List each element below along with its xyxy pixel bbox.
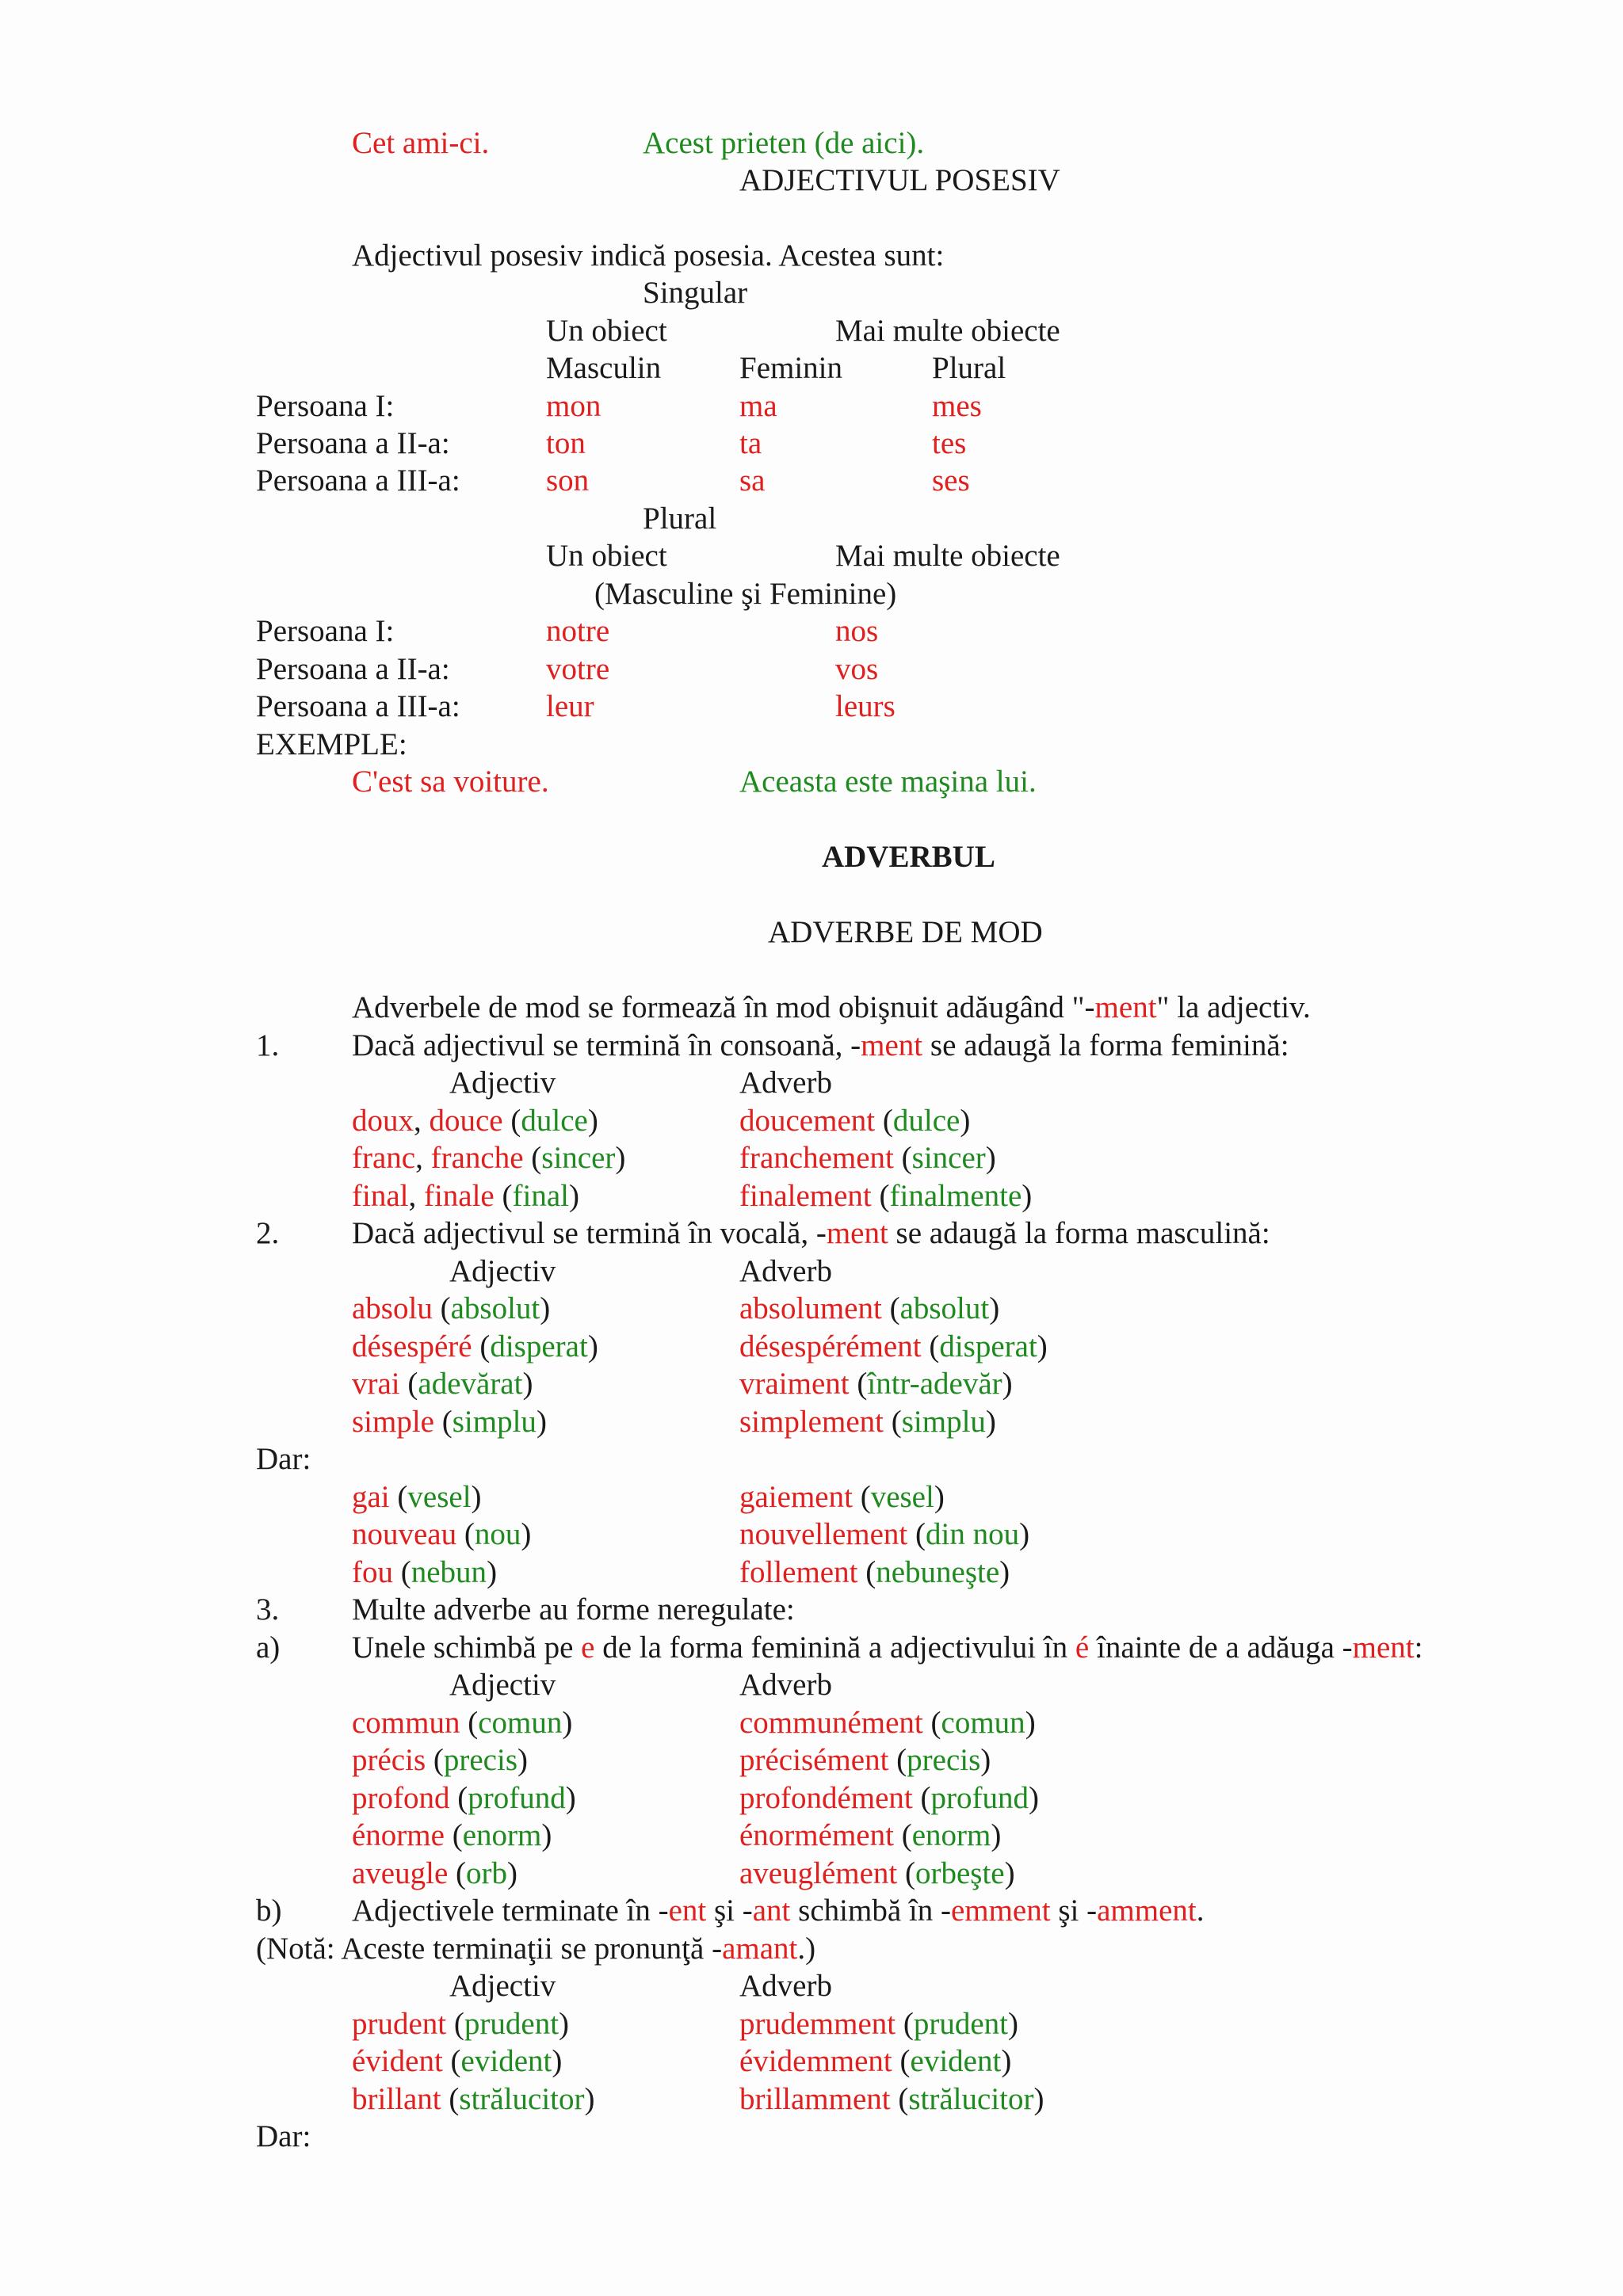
adjective-entry: évident (evident) — [352, 2044, 563, 2078]
section-heading-posesiv: ADJECTIVUL POSESIV — [739, 163, 1060, 197]
person-3-label: Persoana a III-a: — [256, 689, 460, 723]
adverb-entry: énormément (enorm) — [739, 1818, 1002, 1852]
adverb-entry: gaiement (vesel) — [739, 1480, 945, 1514]
rule-3-text: Multe adverbe au forme neregulate: — [352, 1592, 795, 1627]
cell: sa — [739, 463, 766, 498]
person-2-label: Persoana a II-a: — [256, 426, 450, 460]
col-adjectiv: Adjectiv — [449, 1969, 556, 2003]
person-3-label: Persoana a III-a: — [256, 463, 460, 498]
adjective-entry: simple (simplu) — [352, 1405, 547, 1439]
example-romanian: Acest prieten (de aici). — [643, 126, 925, 160]
posesiv-intro: Adjectivul posesiv indică posesia. Acestea sunt: — [352, 238, 945, 273]
col-masculin: Masculin — [546, 351, 662, 385]
cell: nos — [835, 614, 879, 648]
adjective-entry: profond (profund) — [352, 1781, 576, 1815]
cell: votre — [546, 652, 610, 686]
adverb-entry: finalement (finalmente) — [739, 1179, 1033, 1213]
col-plural: Plural — [932, 351, 1006, 385]
rule-letter: a) — [256, 1630, 281, 1665]
cell: ta — [739, 426, 762, 460]
cell: ton — [546, 426, 586, 460]
adverb-entry: profondément (profund) — [739, 1781, 1039, 1815]
col-adjectiv: Adjectiv — [449, 1668, 556, 1702]
cell: mon — [546, 389, 601, 423]
adverb-entry: follement (nebuneşte) — [739, 1555, 1010, 1589]
adverb-entry: simplement (simplu) — [739, 1405, 996, 1439]
person-2-label: Persoana a II-a: — [256, 652, 450, 686]
col-adverb: Adverb — [739, 1254, 832, 1288]
col-adverb: Adverb — [739, 1969, 832, 2003]
rule-letter: b) — [256, 1894, 282, 1928]
rule-2-text: Dacă adjectivul se termină în vocală, -ment se adaugă la forma masculină: — [352, 1216, 1270, 1250]
note-text: (Notă: Aceste terminaţii se pronunţă -amant.) — [256, 1932, 816, 1966]
adjective-entry: final, finale (final) — [352, 1179, 579, 1213]
adverb-entry: aveuglément (orbeşte) — [739, 1856, 1015, 1890]
adverb-entry: brillamment (strălucitor) — [739, 2082, 1044, 2116]
example-romanian: Aceasta este maşina lui. — [739, 765, 1037, 799]
adverb-entry: précisément (precis) — [739, 1743, 991, 1777]
adjective-entry: vrai (adevărat) — [352, 1367, 533, 1401]
cell: son — [546, 463, 590, 498]
adjective-entry: commun (comun) — [352, 1706, 573, 1740]
col-mai-multe-obiecte: Mai multe obiecte — [835, 539, 1060, 573]
adverb-entry: évidemment (evident) — [739, 2044, 1012, 2078]
adjective-entry: franc, franche (sincer) — [352, 1141, 626, 1175]
singular-label: Singular — [643, 276, 748, 310]
rule-b-text: Adjectivele terminate în -ent şi -ant schimbă în -emment şi -amment. — [352, 1894, 1205, 1928]
adverb-entry: communément (comun) — [739, 1706, 1036, 1740]
adjective-entry: brillant (strălucitor) — [352, 2082, 595, 2116]
adjective-entry: doux, douce (dulce) — [352, 1104, 598, 1138]
adjective-entry: nouveau (nou) — [352, 1517, 532, 1551]
adjective-entry: aveugle (orb) — [352, 1856, 518, 1890]
adjective-entry: fou (nebun) — [352, 1555, 498, 1589]
cell: ma — [739, 389, 777, 423]
col-adverb: Adverb — [739, 1066, 832, 1100]
cell: leur — [546, 689, 594, 723]
rule-number: 3. — [256, 1592, 280, 1627]
rule-a-text: Unele schimbă pe e de la forma feminină a adjectivului în é înainte de a adăuga -ment: — [352, 1630, 1423, 1665]
cell: tes — [932, 426, 967, 460]
cell: leurs — [835, 689, 896, 723]
exemple-label: EXEMPLE: — [256, 727, 407, 761]
col-un-obiect: Un obiect — [546, 314, 667, 348]
adjective-entry: absolu (absolut) — [352, 1291, 551, 1325]
adverb-entry: désespérément (disperat) — [739, 1329, 1048, 1363]
dar-label: Dar: — [256, 2119, 311, 2153]
adverb-entry: vraiment (într-adevăr) — [739, 1367, 1013, 1401]
col-feminin: Feminin — [739, 351, 843, 385]
cell: mes — [932, 389, 982, 423]
col-adverb: Adverb — [739, 1668, 832, 1702]
col-un-obiect: Un obiect — [546, 539, 667, 573]
rule-number: 1. — [256, 1028, 280, 1062]
rule-number: 2. — [256, 1216, 280, 1250]
subsection-title-adverbe-de-mod: ADVERBE DE MOD — [768, 915, 1043, 949]
masculine-feminine-label: (Masculine şi Feminine) — [594, 577, 897, 611]
col-adjectiv: Adjectiv — [449, 1066, 556, 1100]
adverb-entry: franchement (sincer) — [739, 1141, 996, 1175]
cell: notre — [546, 614, 610, 648]
adjective-entry: énorme (enorm) — [352, 1818, 552, 1852]
cell: ses — [932, 463, 970, 498]
person-1-label: Persoana I: — [256, 614, 395, 648]
rule-1-text: Dacă adjectivul se termină în consoană, -ment se adaugă la forma feminină: — [352, 1028, 1289, 1062]
adverb-entry: doucement (dulce) — [739, 1104, 971, 1138]
adjective-entry: désespéré (disperat) — [352, 1329, 598, 1363]
adjective-entry: précis (precis) — [352, 1743, 528, 1777]
adjective-entry: gai (vesel) — [352, 1480, 482, 1514]
adverb-entry: prudemment (prudent) — [739, 2007, 1019, 2041]
plural-label: Plural — [643, 502, 717, 536]
col-mai-multe-obiecte: Mai multe obiecte — [835, 314, 1060, 348]
section-title-adverbul: ADVERBUL — [822, 840, 995, 874]
example-french: Cet ami-ci. — [352, 126, 490, 160]
adverb-entry: absolument (absolut) — [739, 1291, 1000, 1325]
cell: vos — [835, 652, 879, 686]
example-french: C'est sa voiture. — [352, 765, 549, 799]
adjective-entry: prudent (prudent) — [352, 2007, 570, 2041]
col-adjectiv: Adjectiv — [449, 1254, 556, 1288]
person-1-label: Persoana I: — [256, 389, 395, 423]
adverb-intro: Adverbele de mod se formează în mod obişnuit adăugând "-ment" la adjectiv. — [352, 990, 1311, 1024]
dar-label: Dar: — [256, 1442, 311, 1476]
adverb-entry: nouvellement (din nou) — [739, 1517, 1030, 1551]
